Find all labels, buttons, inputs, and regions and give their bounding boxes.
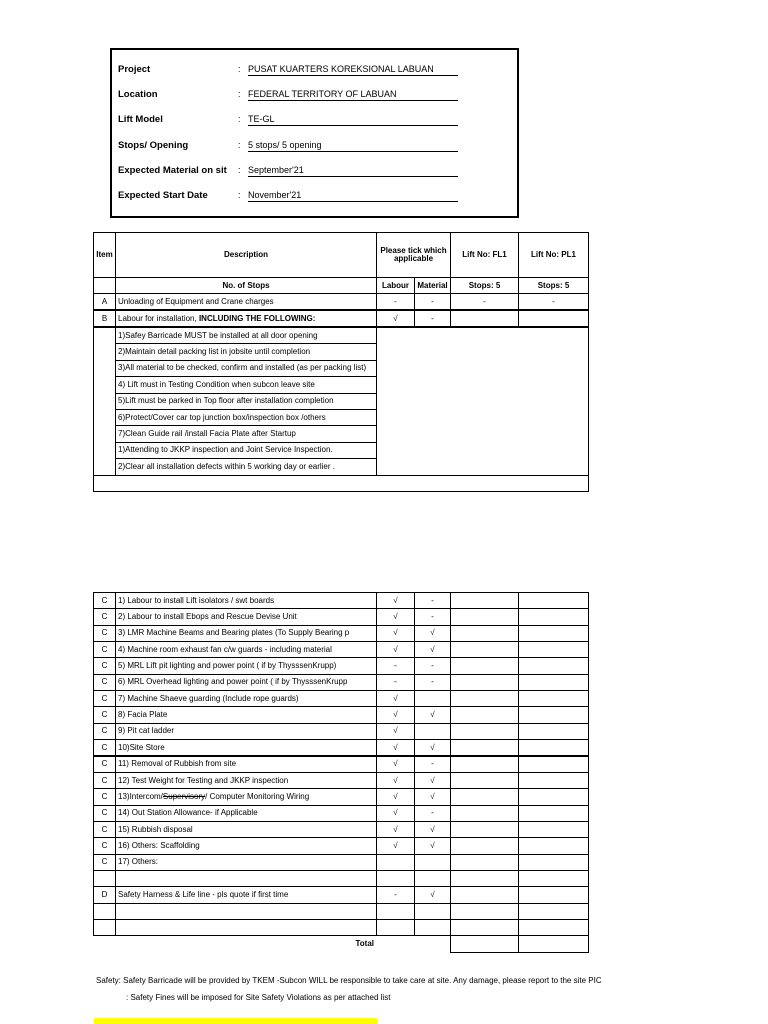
row-fl1 [450, 805, 519, 822]
row-fl1 [450, 657, 519, 674]
header-lift-pl1: Lift No: PL1 [518, 232, 589, 278]
desc-part: 13)Intercom/ [118, 791, 163, 801]
row-description: 7) Machine Shaeve guarding (Include rope guards) [115, 690, 377, 707]
row-b-desc-bold: INCLUDING THE FOLLOWING: [198, 313, 316, 323]
row-item: C [93, 739, 116, 756]
row-labour: √ [376, 821, 415, 838]
row-material: √ [414, 837, 451, 854]
total-pl1 [518, 935, 589, 953]
row-material: √ [414, 706, 451, 723]
row-fl1 [450, 592, 519, 609]
row-fl1 [450, 854, 519, 871]
row-fl1 [450, 625, 519, 642]
project-row-colon: : [238, 165, 241, 175]
header-tick: Please tick which applicable [376, 232, 451, 278]
row-pl1 [518, 756, 589, 773]
sub-item: 4) Lift must in Testing Condition when subcon leave site [115, 376, 377, 393]
row-fl1 [450, 870, 519, 887]
row-b-fl1 [450, 310, 519, 327]
safety-note-1: Safety: Safety Barricade will be provided by TKEM -Subcon WILL be responsible to take care at site. Any damage, please report to the site PIC [96, 976, 602, 985]
project-row [118, 165, 458, 179]
row-labour: √ [376, 706, 415, 723]
row-item: C [93, 625, 116, 642]
row-pl1 [518, 592, 589, 609]
row-item: C [93, 608, 116, 625]
row-description: 5) MRL Lift pit lighting and power point ( if by ThysssenKrupp) [115, 657, 377, 674]
row-material: √ [414, 641, 451, 658]
highlight-bar [94, 1018, 377, 1024]
row-fl1 [450, 608, 519, 625]
row-fl1 [450, 756, 519, 773]
project-row-colon: : [238, 114, 241, 124]
row-description [115, 903, 377, 920]
row-description: 16) Others: Scaffolding [115, 837, 377, 854]
row-item: C [93, 854, 116, 871]
row-item: C [93, 706, 116, 723]
project-row-colon: : [238, 140, 241, 150]
row-pl1 [518, 641, 589, 658]
row-a-item: A [93, 293, 116, 310]
row-labour: √ [376, 592, 415, 609]
header-lift-fl1: Lift No: FL1 [450, 232, 519, 278]
row-a-material: - [414, 293, 451, 310]
row-fl1 [450, 919, 519, 936]
row-labour: √ [376, 805, 415, 822]
row-item: C [93, 690, 116, 707]
row-pl1 [518, 690, 589, 707]
project-row [118, 190, 458, 204]
project-row-value: 5 stops/ 5 opening [248, 140, 458, 152]
row-labour: √ [376, 739, 415, 756]
row-item: C [93, 657, 116, 674]
project-row-label: Stops/ Opening [118, 140, 189, 151]
row-item: C [93, 805, 116, 822]
desc-struck-part: Supervisory [162, 791, 206, 801]
project-row [118, 89, 458, 103]
row-item: C [93, 821, 116, 838]
row-material [414, 690, 451, 707]
row-material: √ [414, 739, 451, 756]
row-description: 8) Facia Plate [115, 706, 377, 723]
total-label: Total [355, 939, 374, 949]
row-fl1 [450, 837, 519, 854]
row-description: 17) Others: [115, 854, 377, 871]
row-material: √ [414, 821, 451, 838]
safety-note-2: : Safety Fines will be imposed for Site Safety Violations as per attached list [126, 993, 391, 1002]
project-row-value: FEDERAL TERRITORY OF LABUAN [248, 89, 458, 101]
row-description [115, 870, 377, 887]
row-description: 1) Labour to install Lift isolators / swt boards [115, 592, 377, 609]
row-a-fl1: - [450, 293, 519, 310]
sub-item: 6)Protect/Cover car top junction box/inspection box /others [115, 409, 377, 426]
row-description: 4) Machine room exhaust fan c/w guards - including material [115, 641, 377, 658]
row-pl1 [518, 739, 589, 756]
total-fl1 [450, 935, 519, 953]
project-row-colon: : [238, 190, 241, 200]
row-material: - [414, 608, 451, 625]
sub-item: 1)Safey Barricade MUST be installed at all door opening [115, 327, 377, 344]
row-fl1 [450, 674, 519, 691]
row-material [414, 919, 451, 936]
header-stops-fl1: Stops: 5 [450, 277, 519, 294]
row-labour: √ [376, 837, 415, 854]
row-fl1 [450, 886, 519, 903]
project-row-label: Project [118, 64, 151, 75]
row-material [414, 870, 451, 887]
row-pl1 [518, 821, 589, 838]
header-blank [93, 277, 116, 294]
row-fl1 [450, 723, 519, 740]
row-labour [376, 919, 415, 936]
row-a-description: Unloading of Equipment and Crane charges [115, 293, 377, 310]
row-material [414, 723, 451, 740]
row-labour: √ [376, 625, 415, 642]
row-description: 14) Out Station Allowance- if Applicable [115, 805, 377, 822]
row-material: - [414, 805, 451, 822]
sub-item: 7)Clean Guide rail /install Facia Plate after Startup [115, 425, 377, 442]
row-pl1 [518, 674, 589, 691]
header-labour: Labour [376, 277, 415, 294]
sub-item: 3)All material to be checked, confirm and installed (as per packing list) [115, 360, 377, 377]
row-b-description [115, 310, 377, 327]
row-fl1 [450, 690, 519, 707]
row-pl1 [518, 903, 589, 920]
row-fl1 [450, 772, 519, 789]
row-description: 10)Site Store [115, 739, 377, 756]
row-description [115, 788, 377, 805]
row-description [115, 919, 377, 936]
row-fl1 [450, 641, 519, 658]
project-row-value: November'21 [248, 190, 458, 202]
project-row-label: Location [118, 89, 158, 100]
sub-items-item-col [93, 327, 116, 476]
sub-item: 1)Attending to JKKP inspection and Joint Service Inspection. [115, 442, 377, 459]
row-description: 6) MRL Overhead lighting and power point ( if by ThysssenKrupp [115, 674, 377, 691]
row-labour: √ [376, 723, 415, 740]
row-pl1 [518, 837, 589, 854]
row-pl1 [518, 919, 589, 936]
row-pl1 [518, 805, 589, 822]
row-material: - [414, 657, 451, 674]
row-item: C [93, 756, 116, 773]
row-b-labour: √ [376, 310, 415, 327]
row-fl1 [450, 706, 519, 723]
row-a-pl1: - [518, 293, 589, 310]
row-pl1 [518, 772, 589, 789]
row-labour: - [376, 886, 415, 903]
row-material: √ [414, 886, 451, 903]
header-material: Material [414, 277, 451, 294]
desc-part: / Computer Monitoring Wiring [205, 791, 310, 801]
row-labour: √ [376, 690, 415, 707]
project-row-colon: : [238, 64, 241, 74]
row-description: Safety Harness & Life line - pls quote if first time [115, 886, 377, 903]
sub-item: 2)Maintain detail packing list in jobsite until completion [115, 343, 377, 360]
row-material [414, 903, 451, 920]
row-description: 11) Removal of Rubbish from site [115, 756, 377, 773]
project-row-label: Lift Model [118, 114, 163, 125]
row-item: C [93, 674, 116, 691]
header-item: Item [93, 232, 116, 278]
header-description: Description [115, 232, 377, 278]
project-row [118, 140, 458, 154]
row-item: C [93, 592, 116, 609]
row-item: C [93, 772, 116, 789]
row-description: 15) Rubbish disposal [115, 821, 377, 838]
project-row-value: PUSAT KUARTERS KOREKSIONAL LABUAN [248, 64, 458, 76]
row-description: 9) Pit cat ladder [115, 723, 377, 740]
row-labour: - [376, 657, 415, 674]
row-pl1 [518, 870, 589, 887]
row-fl1 [450, 821, 519, 838]
row-pl1 [518, 723, 589, 740]
row-item [93, 870, 116, 887]
row-item [93, 919, 116, 936]
row-b-material: - [414, 310, 451, 327]
row-item [93, 903, 116, 920]
row-material: - [414, 756, 451, 773]
row-item: C [93, 788, 116, 805]
row-labour: √ [376, 772, 415, 789]
project-row-label: Expected Start Date [118, 190, 208, 201]
project-info-box [110, 48, 519, 218]
row-material: √ [414, 625, 451, 642]
row-b-item: B [93, 310, 116, 327]
row-labour: √ [376, 756, 415, 773]
row-item: C [93, 837, 116, 854]
row-material: √ [414, 788, 451, 805]
row-labour [376, 854, 415, 871]
row-fl1 [450, 788, 519, 805]
row-description: 2) Labour to install Ebops and Rescue Devise Unit [115, 608, 377, 625]
row-fl1 [450, 739, 519, 756]
row-item: C [93, 723, 116, 740]
project-row-value: September'21 [248, 165, 458, 177]
row-labour [376, 903, 415, 920]
table1-bottom-row [93, 475, 589, 492]
row-description: 3) LMR Machine Beams and Bearing plates (To Supply Bearing p [115, 625, 377, 642]
row-description: 12) Test Weight for Testing and JKKP inspection [115, 772, 377, 789]
row-pl1 [518, 706, 589, 723]
header-no-of-stops: No. of Stops [115, 277, 377, 294]
project-row [118, 64, 458, 78]
header-stops-pl1: Stops: 5 [518, 277, 589, 294]
row-item: C [93, 641, 116, 658]
project-row-value: TE-GL [248, 114, 458, 126]
row-pl1 [518, 854, 589, 871]
row-material: - [414, 674, 451, 691]
row-labour: √ [376, 608, 415, 625]
row-item: D [93, 886, 116, 903]
project-row-label: Expected Material on sit [118, 165, 227, 176]
row-material: - [414, 592, 451, 609]
row-a-labour: - [376, 293, 415, 310]
row-pl1 [518, 657, 589, 674]
sub-item: 2)Clear all installation defects within 5 working day or earlier . [115, 458, 377, 475]
row-b-pl1 [518, 310, 589, 327]
project-row-colon: : [238, 89, 241, 99]
project-row [118, 114, 458, 128]
row-b-desc-plain: Labour for installation, [118, 313, 197, 323]
row-pl1 [518, 886, 589, 903]
row-material: √ [414, 772, 451, 789]
row-pl1 [518, 608, 589, 625]
row-fl1 [450, 903, 519, 920]
row-pl1 [518, 788, 589, 805]
row-labour: - [376, 674, 415, 691]
row-labour [376, 870, 415, 887]
row-material [414, 854, 451, 871]
row-pl1 [518, 625, 589, 642]
row-labour: √ [376, 788, 415, 805]
sub-item: 5)Lift must be parked in Top floor after installation completion [115, 393, 377, 410]
row-labour: √ [376, 641, 415, 658]
